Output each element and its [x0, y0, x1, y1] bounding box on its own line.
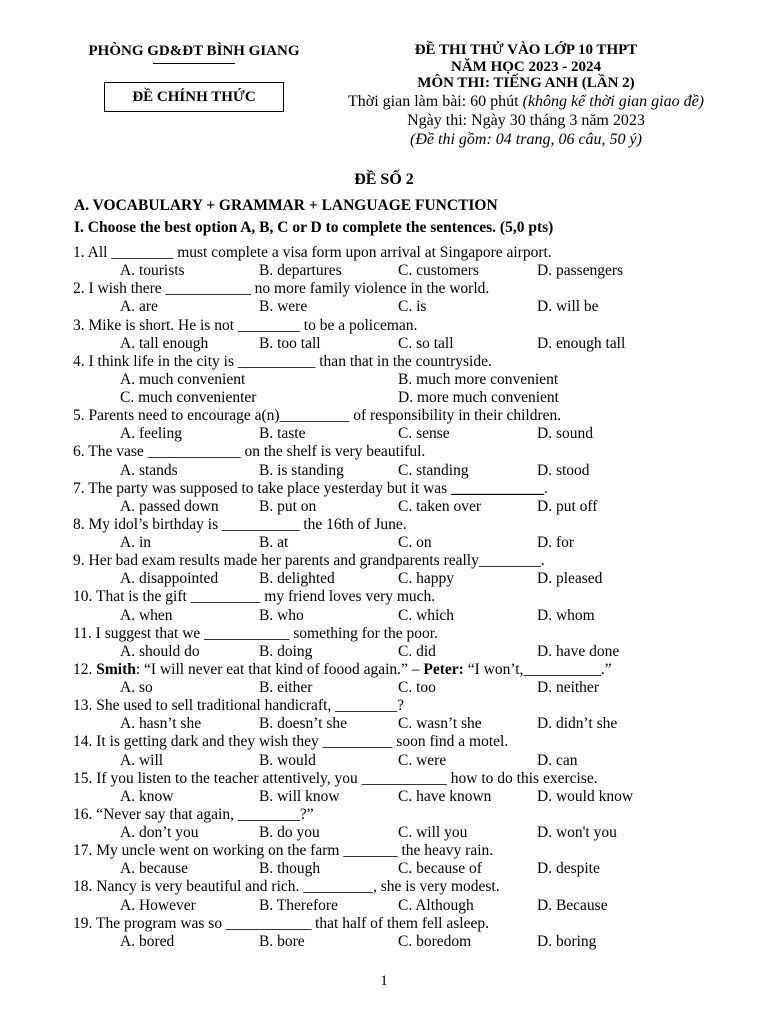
answer-option: C. customers — [398, 262, 479, 280]
question-stem — [73, 697, 753, 715]
options-row — [73, 679, 753, 697]
answer-option: D. more much convenient — [398, 389, 559, 406]
answer-option: C. wasn’t she — [398, 715, 482, 733]
answer-option: D. can — [537, 751, 578, 769]
answer-option: A. much convenient — [120, 370, 246, 388]
options-row — [73, 389, 753, 407]
question-stem — [73, 280, 753, 298]
question-stem — [73, 516, 753, 534]
options-row — [73, 534, 753, 552]
question-stem — [73, 244, 753, 262]
answer-option: D. Because — [537, 896, 608, 914]
question-stem — [73, 317, 753, 335]
answer-option: B. were — [259, 298, 308, 316]
answer-option: C. were — [398, 751, 447, 769]
answer-option: A. bored — [120, 932, 175, 950]
answer-option: C. taken over — [398, 497, 482, 515]
options-row — [73, 933, 753, 951]
answer-option: A. hasn’t she — [120, 715, 202, 733]
answer-option: D. boring — [537, 932, 597, 950]
exam-title: ĐỀ THI THỬ VÀO LỚP 10 THPT — [414, 42, 638, 58]
options-row — [73, 860, 753, 878]
answer-option: A. tourists — [120, 262, 185, 280]
answer-option: D. put off — [537, 497, 598, 515]
question-stem — [73, 661, 753, 679]
question-text: 17. My uncle went on working on the farm _______ the heavy rain. — [73, 842, 494, 860]
question-stem — [73, 443, 753, 461]
answer-option: B. doesn’t she — [259, 715, 347, 733]
answer-option: B. is standing — [259, 461, 344, 479]
question-stem — [73, 588, 753, 606]
question-text: 6. The vase ____________ on the shelf is very beautiful. — [73, 443, 426, 461]
subject: MÔN THI: TIẾNG ANH (LẦN 2) — [417, 75, 635, 91]
question-text: : “I will never eat that kind of foood again.” – — [135, 660, 424, 678]
options-row — [73, 335, 753, 353]
answer-option: D. despite — [537, 860, 600, 878]
question-stem — [73, 878, 753, 896]
answer-option: D. didn’t she — [537, 715, 618, 733]
question-stem — [73, 842, 753, 860]
answer-option: B. either — [259, 679, 313, 696]
answer-option: D. sound — [537, 425, 593, 443]
answer-option: B. Therefore — [259, 896, 338, 914]
options-row — [73, 824, 753, 842]
question-text: 18. Nancy is very beautiful and rich. _________, she is very modest. — [73, 878, 500, 896]
question-stem — [73, 407, 753, 425]
answer-option: B. who — [259, 606, 304, 624]
answer-option: D. neither — [537, 679, 599, 696]
options-row — [73, 425, 753, 443]
answer-option: D. stood — [537, 461, 590, 479]
question-text: 19. The program was so ___________ that half of them fell asleep. — [73, 914, 489, 932]
answer-option: C. happy — [398, 570, 454, 588]
question-stem — [73, 625, 753, 643]
options-row — [73, 788, 753, 806]
answer-option: A. disappointed — [120, 570, 219, 588]
header-left — [62, 42, 326, 105]
answer-option: A. because — [120, 860, 188, 878]
options-row — [73, 643, 753, 661]
answer-option: D. whom — [537, 606, 595, 624]
question-text: ____________ — [451, 479, 545, 497]
options-row — [73, 897, 753, 915]
question-stem — [73, 552, 753, 570]
answer-option: C. because of — [398, 860, 482, 878]
question-stem — [73, 806, 753, 824]
exam-date: Ngày thi: Ngày 30 tháng 3 năm 2023 — [407, 111, 645, 129]
answer-option: A. don’t you — [120, 824, 199, 841]
answer-option: C. on — [398, 534, 432, 551]
question-text: 1. All ________ must complete a visa form upon arrival at Singapore airport. — [73, 244, 552, 261]
question-list — [73, 244, 753, 951]
answer-option: B. at — [259, 534, 289, 551]
answer-option: C. standing — [398, 461, 469, 479]
answer-option: B. bore — [259, 932, 305, 950]
question-text: 5. Parents need to encourage a(n)_________ of responsibility in their children. — [73, 407, 562, 425]
time-limit — [330, 92, 722, 111]
answer-option: A. tall enough — [120, 334, 209, 352]
answer-option: C. have known — [398, 787, 492, 805]
answer-option: B. doing — [259, 642, 313, 660]
options-row — [73, 715, 753, 733]
options-row — [73, 607, 753, 625]
answer-option: C. did — [398, 642, 436, 660]
question-text: 10. That is the gift _________ my friend loves very much. — [73, 588, 436, 606]
question-text: “I won’t,__________.” — [463, 660, 612, 678]
question-text: 7. The party was supposed to take place yesterday but it was — [73, 479, 452, 497]
answer-option: C. too — [398, 679, 436, 696]
time-limit-text: Thời gian làm bài: 60 phút — [347, 92, 523, 110]
options-row — [73, 498, 753, 516]
options-row — [73, 462, 753, 480]
question-text: 11. I suggest that we ___________ something for the poor. — [73, 624, 438, 642]
question-text: 14. It is getting dark and they wish they _________ soon find a motel. — [73, 733, 509, 751]
question-text: . — [544, 479, 548, 497]
answer-option: D. would know — [537, 787, 634, 805]
options-row — [73, 570, 753, 588]
answer-option: B. delighted — [259, 570, 335, 588]
page-number: 1 — [380, 973, 388, 989]
answer-option: B. would — [259, 751, 316, 769]
question-stem — [73, 733, 753, 751]
exam-number: ĐỀ SỐ 2 — [354, 171, 414, 188]
answer-option: B. will know — [259, 787, 340, 805]
question-text: 9. Her bad exam results made her parents and grandparents really________. — [73, 552, 545, 570]
section-heading: A. VOCABULARY + GRAMMAR + LANGUAGE FUNCTION — [74, 197, 498, 214]
answer-option: A. stands — [120, 461, 178, 479]
answer-option: C. so tall — [398, 334, 454, 352]
answer-option: D. passengers — [537, 262, 624, 280]
answer-option: A. feeling — [120, 425, 182, 443]
answer-option: A. know — [120, 787, 174, 805]
answer-option: A. are — [120, 298, 158, 316]
answer-option: D. for — [537, 534, 575, 551]
question-text: 13. She used to sell traditional handicraft, ________? — [73, 697, 405, 715]
question-text: 15. If you listen to the teacher attentively, you ___________ how to do this exercise. — [73, 769, 598, 787]
answer-option: D. pleased — [537, 570, 603, 588]
question-text: 8. My idol’s birthday is __________ the 16th of June. — [73, 515, 407, 533]
options-row — [73, 298, 753, 316]
answer-option: A. passed down — [120, 497, 219, 515]
answer-option: A. so — [120, 679, 153, 696]
question-stem — [73, 770, 753, 788]
answer-option: A. when — [120, 606, 173, 624]
question-stem — [73, 353, 753, 371]
answer-option: A. should do — [120, 642, 200, 660]
answer-option: B. too tall — [259, 334, 321, 352]
question-text: 12. — [73, 660, 97, 678]
question-text: 3. Mike is short. He is not ________ to be a policeman. — [73, 316, 418, 334]
time-limit-note: (không kể thời gian giao đề) — [522, 92, 705, 110]
school-year: NĂM HỌC 2023 - 2024 — [451, 58, 601, 75]
answer-option: D. enough tall — [537, 334, 626, 352]
answer-option: D. will be — [537, 298, 599, 316]
answer-option: A. will — [120, 751, 164, 769]
answer-option: C. will you — [398, 824, 468, 841]
question-text: Smith — [96, 660, 136, 678]
options-row — [73, 371, 753, 389]
answer-option: C. much convenienter — [120, 389, 257, 406]
department-underline — [153, 63, 235, 64]
options-row — [73, 262, 753, 280]
question-text: Peter: — [423, 660, 464, 678]
pages-note: (Đề thi gồm: 04 trang, 06 câu, 50 ý) — [410, 130, 642, 148]
official-exam-box: ĐỀ CHÍNH THỨC — [104, 82, 284, 112]
answer-option: B. put on — [259, 497, 317, 515]
question-stem — [73, 480, 753, 498]
question-text: 16. “Never say that again, ________?” — [73, 805, 314, 823]
answer-option: B. do you — [259, 824, 320, 841]
answer-option: D. have done — [537, 642, 620, 660]
answer-option: C. boredom — [398, 932, 472, 950]
options-row — [73, 752, 753, 770]
answer-option: D. won't you — [537, 824, 617, 841]
question-text: 4. I think life in the city is __________ than that in the countryside. — [73, 352, 492, 370]
answer-option: A. in — [120, 534, 151, 551]
department-name: PHÒNG GD&ĐT BÌNH GIANG — [88, 43, 300, 59]
answer-option: B. much more convenient — [398, 370, 559, 388]
answer-option: B. though — [259, 860, 321, 878]
question-stem — [73, 915, 753, 933]
answer-option: A. However — [120, 896, 196, 914]
answer-option: B. departures — [259, 262, 342, 280]
answer-option: C. sense — [398, 425, 450, 443]
answer-option: B. taste — [259, 425, 306, 443]
answer-option: C. is — [398, 298, 427, 316]
answer-option: C. Although — [398, 896, 474, 914]
answer-option: C. which — [398, 606, 454, 624]
question-text: 2. I wish there ___________ no more family violence in the world. — [73, 280, 490, 298]
part-instruction: I. Choose the best option A, B, C or D to complete the sentences. (5,0 pts) — [74, 219, 554, 236]
header-right — [330, 42, 722, 149]
